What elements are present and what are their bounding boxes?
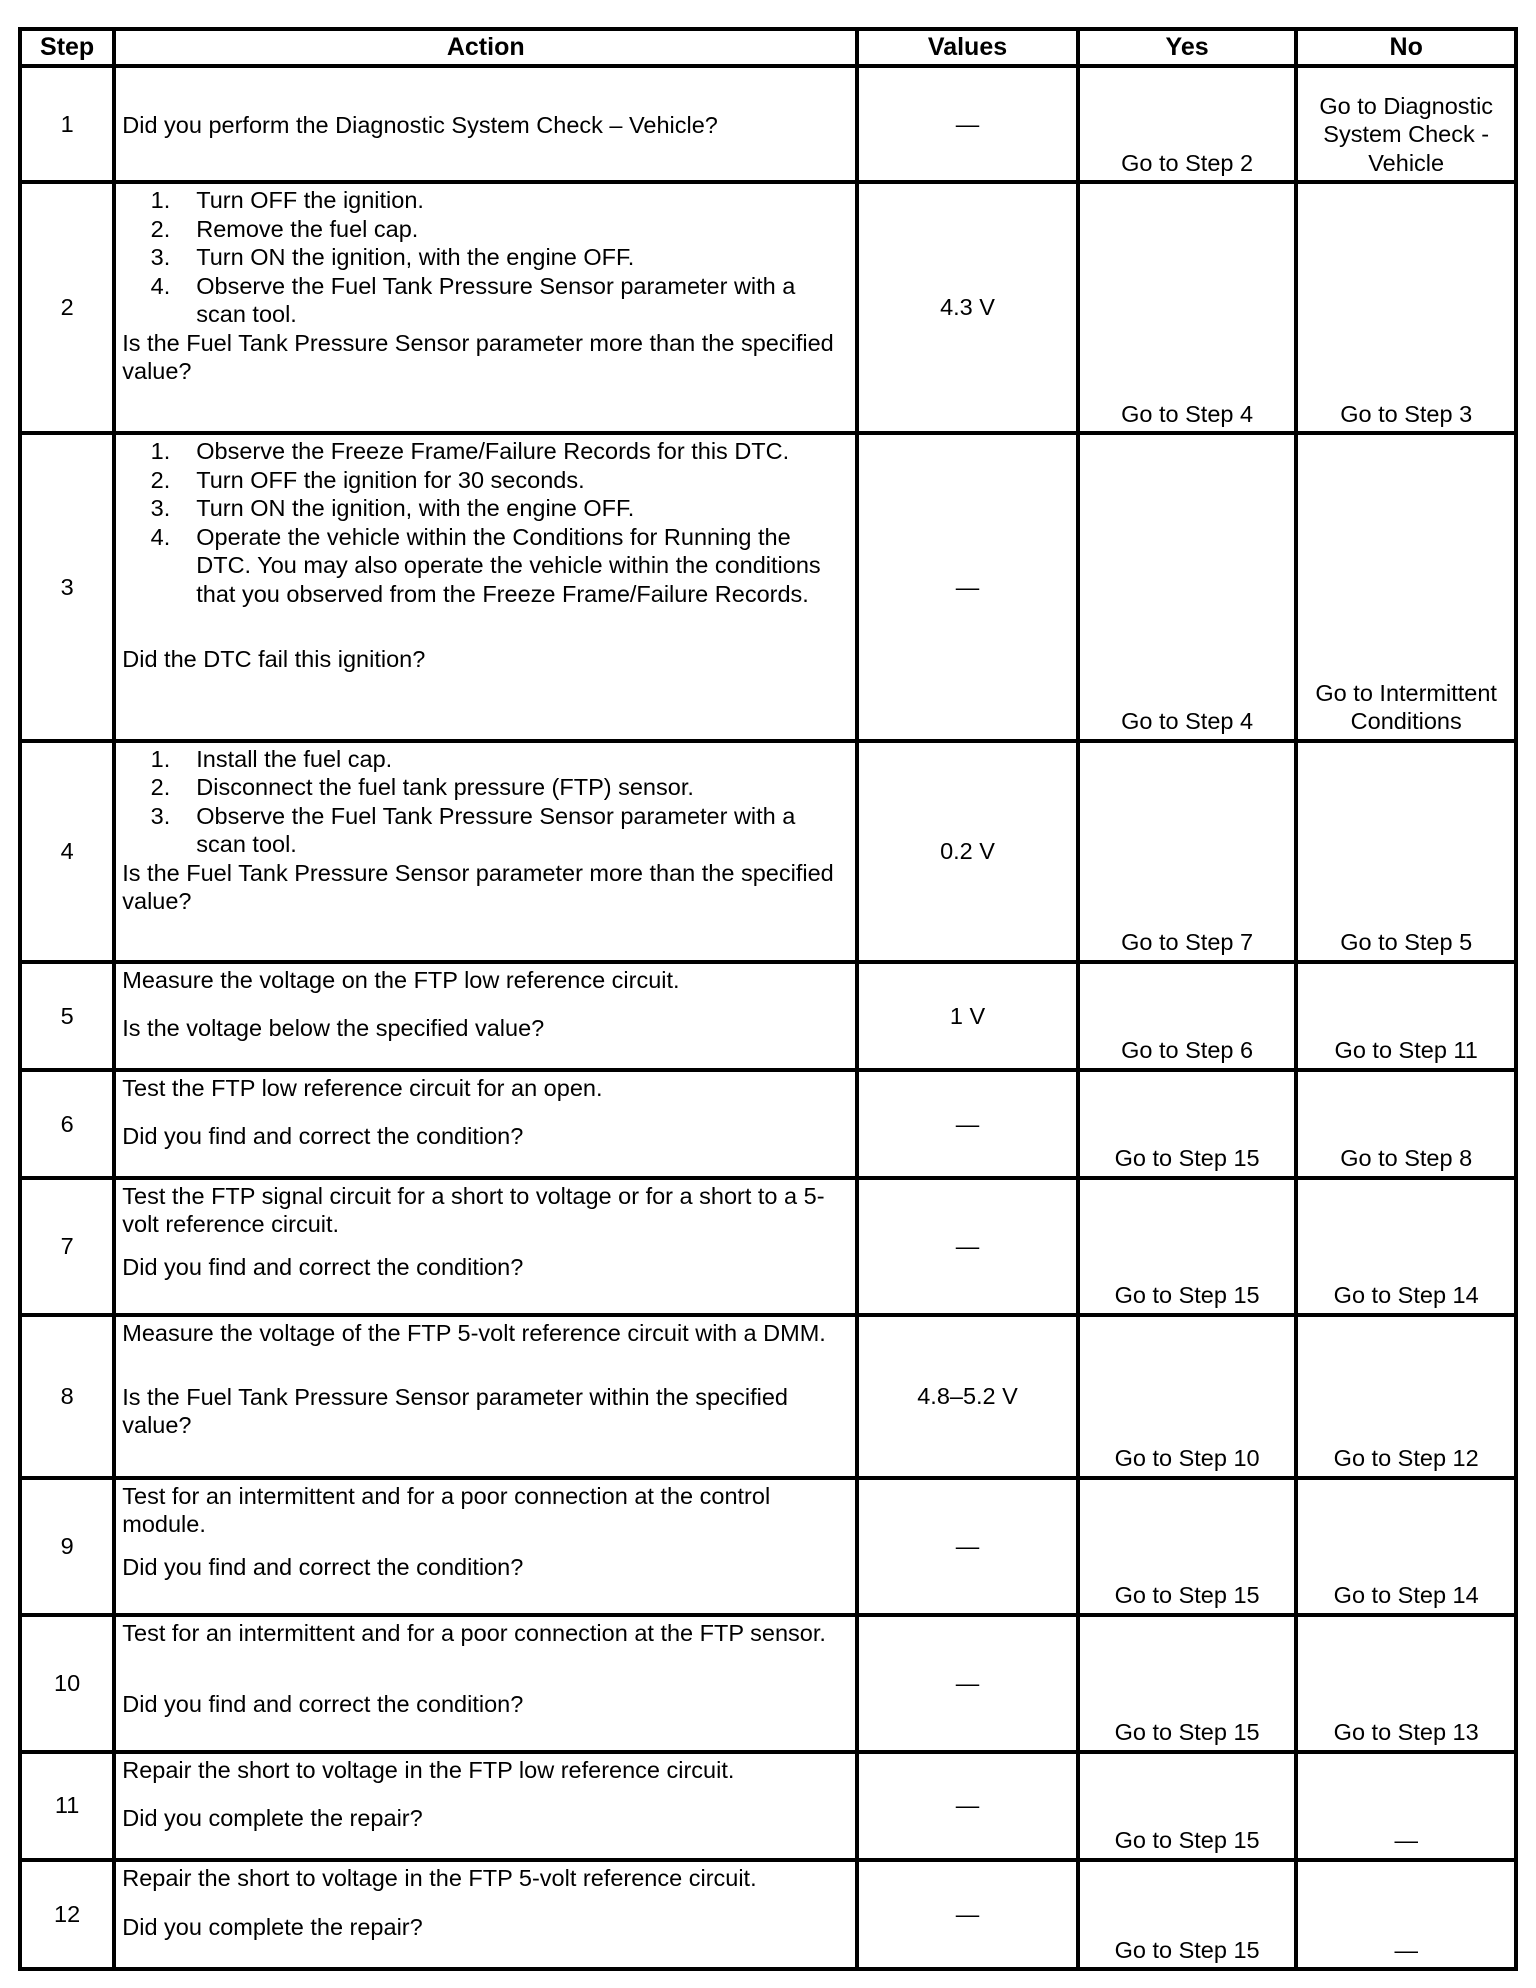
step-number: 9 [20,1478,114,1615]
yes-result: Go to Step 15 [1078,1070,1297,1178]
yes-result: Go to Step 15 [1078,1860,1297,1969]
no-result: Go to Step 12 [1296,1315,1516,1478]
no-result: Go to Step 8 [1296,1070,1516,1178]
action-cell [114,1478,857,1615]
action-instructions [122,1756,847,1785]
no-result: — [1296,1752,1516,1860]
action-question: Is the Fuel Tank Pressure Sensor parameter more than the specified value? [122,329,834,385]
spec-value: — [857,1478,1078,1615]
action-instructions [122,1319,847,1348]
step-number: 3 [20,433,114,741]
action-question: Did you find and correct the condition? [122,1254,524,1281]
action-step-number: 1. [150,745,171,772]
action-step-number: 1. [150,187,171,214]
table-row [20,1070,1516,1178]
action-content [116,1072,855,1154]
action-step-text: Turn ON the ignition, with the engine OFF. [196,495,635,522]
action-cell [114,1070,857,1178]
action-cell [114,433,857,741]
action-question: Did you perform the Diagnostic System Check – Vehicle? [122,111,718,138]
action-cell [114,1178,857,1315]
spec-value: 4.3 V [857,182,1078,433]
action-content [116,1754,855,1836]
action-step-text: Operate the vehicle within the Conditions for Running the DTC. You may also operate the vehicle within the conditions that you observed from the Freeze Frame/Failure Records. [196,523,821,607]
action-step-number: 3. [150,802,171,829]
action-intro: Test for an intermittent and for a poor connection at the FTP sensor. [122,1619,826,1646]
no-result: Go to Step 5 [1296,741,1516,962]
header-no: No [1296,29,1516,66]
action-cell [114,66,857,182]
table-row [20,1315,1516,1478]
action-intro: Test the FTP signal circuit for a short to voltage or for a short to a 5-volt reference circuit. [122,1182,825,1238]
action-step-item [122,773,847,802]
action-steps-list [122,186,847,329]
action-question: Is the voltage below the specified value? [122,1015,545,1042]
action-step-number: 2. [150,215,171,242]
table-row [20,1478,1516,1615]
action-question: Is the Fuel Tank Pressure Sensor parameter more than the specified value? [122,859,834,915]
yes-result: Go to Step 4 [1078,182,1297,433]
action-question: Did you complete the repair? [122,1914,423,1941]
action-step-text: Turn ON the ignition, with the engine OFF. [196,244,635,271]
spec-value: 1 V [857,962,1078,1070]
action-instructions [122,1619,847,1648]
header-yes: Yes [1078,29,1297,66]
action-step-text: Turn OFF the ignition. [196,187,424,214]
action-step-text: Observe the Fuel Tank Pressure Sensor parameter with a scan tool. [196,272,796,328]
action-content [116,1480,855,1585]
action-content [116,1180,855,1285]
spec-value: — [857,1752,1078,1860]
action-cell [114,1615,857,1752]
action-step-text: Install the fuel cap. [196,745,393,772]
header-action: Action [114,29,857,66]
no-result: Go to Step 14 [1296,1478,1516,1615]
action-instructions [122,1074,847,1103]
yes-result: Go to Step 6 [1078,962,1297,1070]
header-step: Step [20,29,114,66]
action-step-item [122,272,847,329]
action-step-item [122,243,847,272]
action-steps-list [122,745,847,859]
step-number: 8 [20,1315,114,1478]
action-step-item [122,437,847,466]
table-row [20,66,1516,182]
step-number: 11 [20,1752,114,1860]
action-step-number: 4. [150,523,171,550]
action-instructions [122,1482,847,1539]
step-number: 10 [20,1615,114,1752]
action-question: Did you find and correct the condition? [122,1691,524,1718]
action-question: Did you find and correct the condition? [122,1554,524,1581]
table-row [20,1860,1516,1969]
action-content [116,1617,855,1722]
action-step-item [122,802,847,859]
action-step-text: Turn OFF the ignition for 30 seconds. [196,466,585,493]
table-row [20,182,1516,433]
spec-value: — [857,1860,1078,1969]
table-row [20,1178,1516,1315]
yes-result: Go to Step 4 [1078,433,1297,741]
action-intro: Measure the voltage of the FTP 5-volt reference circuit with a DMM. [122,1319,826,1346]
action-cell [114,1860,857,1969]
no-result: — [1296,1860,1516,1969]
action-instructions [122,1864,847,1893]
yes-result: Go to Step 2 [1078,66,1297,182]
action-intro: Repair the short to voltage in the FTP low reference circuit. [122,1756,735,1783]
yes-result: Go to Step 15 [1078,1615,1297,1752]
action-cell [114,962,857,1070]
action-intro: Test for an intermittent and for a poor connection at the control module. [122,1482,771,1538]
action-intro: Repair the short to voltage in the FTP 5-volt reference circuit. [122,1864,757,1891]
step-number: 1 [20,66,114,182]
spec-value: — [857,1070,1078,1178]
action-step-number: 3. [150,244,171,271]
action-step-item [122,215,847,244]
no-result: Go to Step 3 [1296,182,1516,433]
action-instructions [122,966,847,995]
action-cell [114,1752,857,1860]
spec-value: 4.8–5.2 V [857,1315,1078,1478]
step-number: 12 [20,1860,114,1969]
table-row [20,962,1516,1070]
step-number: 7 [20,1178,114,1315]
diagnostic-table [18,27,1518,1971]
action-step-number: 2. [150,466,171,493]
action-instructions [122,745,847,859]
action-intro: Measure the voltage on the FTP low reference circuit. [122,966,680,993]
no-result: Go to Diagnostic System Check - Vehicle [1296,66,1516,182]
action-cell [114,1315,857,1478]
action-step-number: 2. [150,774,171,801]
action-step-text: Disconnect the fuel tank pressure (FTP) sensor. [196,774,694,801]
action-step-number: 3. [150,495,171,522]
table-row [20,1615,1516,1752]
action-step-item [122,523,847,609]
spec-value: 0.2 V [857,741,1078,962]
yes-result: Go to Step 15 [1078,1178,1297,1315]
action-question: Is the Fuel Tank Pressure Sensor parameter within the specified value? [122,1383,788,1439]
action-instructions [122,1182,847,1239]
header-row [20,29,1516,66]
table-row [20,433,1516,741]
action-step-text: Observe the Fuel Tank Pressure Sensor parameter with a scan tool. [196,802,796,858]
no-result: Go to Step 11 [1296,962,1516,1070]
header-values: Values [857,29,1078,66]
action-step-item [122,186,847,215]
spec-value: — [857,1178,1078,1315]
action-content [116,964,855,1046]
action-content [116,1317,855,1443]
action-content [116,743,855,915]
spec-value: — [857,433,1078,741]
action-step-item [122,494,847,523]
no-result: Go to Step 14 [1296,1178,1516,1315]
action-steps-list [122,437,847,608]
action-content [116,1862,855,1945]
action-step-text: Remove the fuel cap. [196,215,419,242]
spec-value: — [857,1615,1078,1752]
action-instructions [122,437,847,608]
no-result: Go to Intermittent Conditions [1296,433,1516,741]
yes-result: Go to Step 15 [1078,1752,1297,1860]
action-step-number: 1. [150,438,171,465]
action-question: Did you find and correct the condition? [122,1123,524,1150]
yes-result: Go to Step 15 [1078,1478,1297,1615]
action-cell [114,182,857,433]
no-result: Go to Step 13 [1296,1615,1516,1752]
action-content [116,184,855,385]
action-cell [114,741,857,962]
action-step-text: Observe the Freeze Frame/Failure Records for this DTC. [196,438,790,465]
action-step-item [122,745,847,774]
step-number: 4 [20,741,114,962]
action-question: Did the DTC fail this ignition? [122,645,426,672]
table-row [20,1752,1516,1860]
step-number: 6 [20,1070,114,1178]
yes-result: Go to Step 10 [1078,1315,1297,1478]
action-content [116,68,855,142]
action-question: Did you complete the repair? [122,1805,423,1832]
spec-value: — [857,66,1078,182]
yes-result: Go to Step 7 [1078,741,1297,962]
action-intro: Test the FTP low reference circuit for an open. [122,1074,603,1101]
step-number: 5 [20,962,114,1070]
action-content [116,435,855,676]
step-number: 2 [20,182,114,433]
action-step-item [122,466,847,495]
table-row [20,741,1516,962]
action-step-number: 4. [150,272,171,299]
action-instructions [122,186,847,329]
